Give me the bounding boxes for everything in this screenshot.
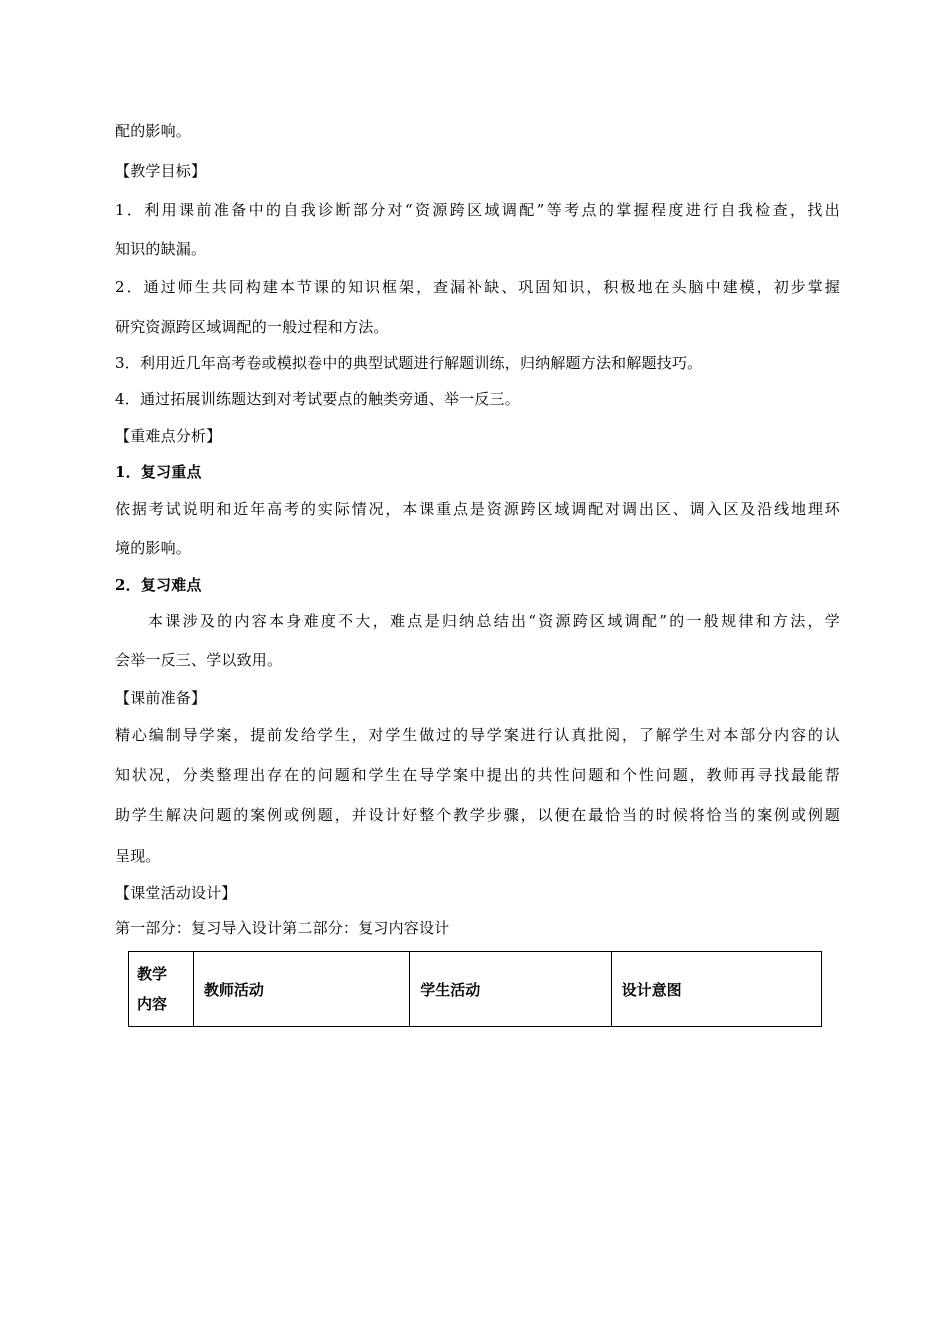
- subheading-review-difficulty: 2．复习难点: [115, 576, 202, 594]
- text-line: 配的影响。: [115, 122, 192, 140]
- preparation-line-3: 助学生解决问题的案例或例题，并设计好整个教学步骤，以便在最恰当的时候将恰当的案例或例题: [115, 806, 840, 824]
- header-cell-design-intent: 设计意图: [611, 952, 821, 1027]
- preparation-line-4: 呈现。: [115, 847, 161, 865]
- activity-design-parts: 第一部分：复习导入设计第二部分：复习内容设计: [115, 919, 450, 937]
- difficulty-paragraph-line-2: 会举一反三、学以致用。: [115, 651, 283, 669]
- subheading-review-focus: 1．复习重点: [115, 463, 202, 481]
- section-heading-key-points: 【重难点分析】: [115, 427, 222, 445]
- goal-4: 4．通过拓展训练题达到对考试要点的触类旁通、举一反三。: [115, 390, 520, 408]
- goal-3: 3．利用近几年高考卷或模拟卷中的典型试题进行解题训练，归纳解题方法和解题技巧。: [115, 354, 703, 372]
- goal-1-line-2: 知识的缺漏。: [115, 240, 207, 258]
- difficulty-paragraph-line-1: 本课涉及的内容本身难度不大，难点是归纳总结出“资源跨区域调配”的一般规律和方法，学: [148, 612, 840, 630]
- lesson-design-table: [128, 951, 822, 1027]
- header-cell-teacher-activity: 教师活动: [193, 952, 409, 1027]
- header-cell-text-line-2: 内容: [137, 995, 168, 1013]
- focus-paragraph-line-2: 境的影响。: [115, 539, 192, 557]
- section-heading-preparation: 【课前准备】: [115, 689, 207, 707]
- goal-2-line-2: 研究资源跨区域调配的一般过程和方法。: [115, 318, 389, 336]
- preparation-line-1: 精心编制导学案，提前发给学生，对学生做过的导学案进行认真批阅，了解学生对本部分内容的认: [115, 726, 840, 744]
- header-cell-text-line-1: 教学: [137, 965, 168, 983]
- goal-2-line-1: 2．通过师生共同构建本节课的知识框架，查漏补缺、巩固知识，积极地在头脑中建模，初步掌握: [115, 278, 840, 296]
- section-heading-teaching-goals: 【教学目标】: [115, 162, 207, 180]
- preparation-line-2: 知状况，分类整理出存在的问题和学生在导学案中提出的共性问题和个性问题，教师再寻找最能帮: [115, 766, 840, 784]
- table-row: [129, 952, 822, 1027]
- goal-1-line-1: 1．利用课前准备中的自我诊断部分对“资源跨区域调配”等考点的掌握程度进行自我检查，找出: [115, 201, 840, 219]
- header-cell-teaching-content: [129, 952, 194, 1027]
- section-heading-activity-design: 【课堂活动设计】: [115, 884, 237, 902]
- header-cell-student-activity: 学生活动: [410, 952, 611, 1027]
- focus-paragraph-line-1: 依据考试说明和近年高考的实际情况，本课重点是资源跨区域调配对调出区、调入区及沿线地理环: [115, 500, 840, 518]
